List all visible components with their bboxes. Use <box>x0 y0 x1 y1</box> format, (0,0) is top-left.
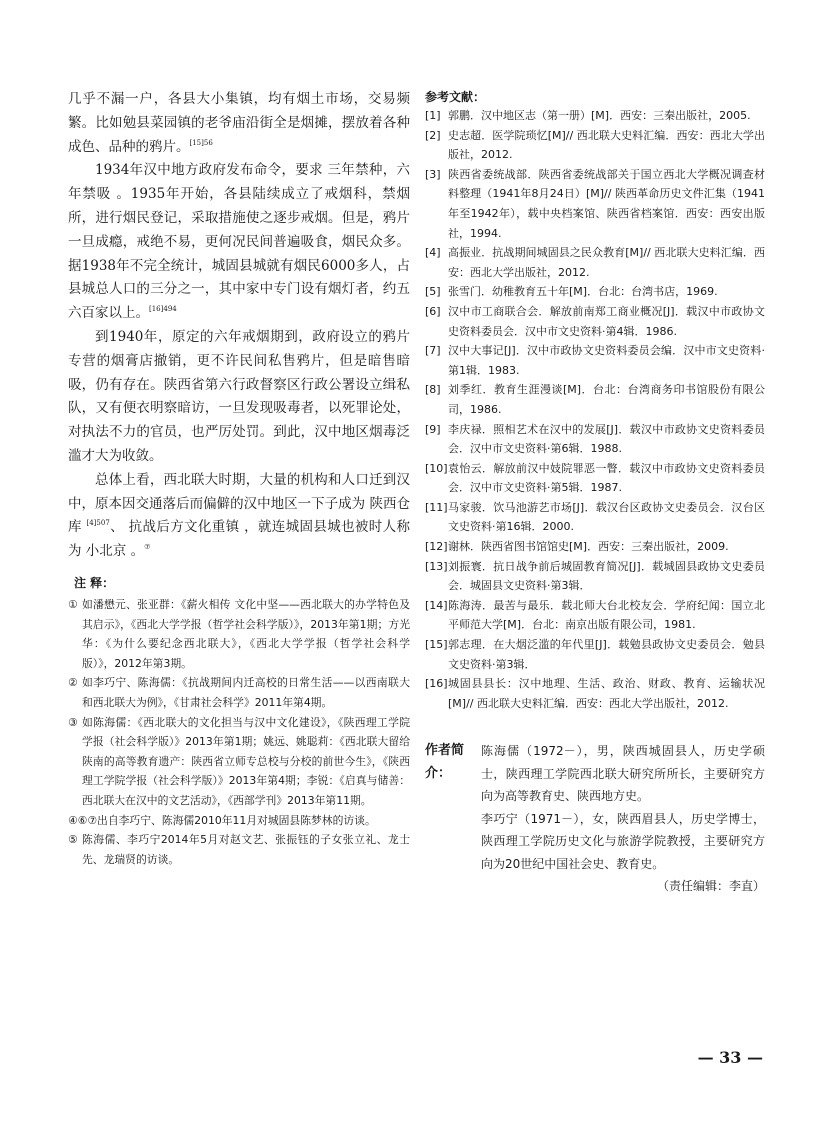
references-section <box>425 88 765 713</box>
reference-text: 谢林．陕西省图书馆馆史[M]．西安：三秦出版社，2009. <box>448 540 729 554</box>
paragraph-text: 几乎不漏一户，各县大小集镇，均有烟土市场，交易频繁。比如勉县菜园镇的老爷庙沿街全是烟摊，摆放着各种成色、品种的鸦片。 <box>68 91 410 155</box>
paragraph-text: 、 抗战后方文化重镇 ，就连城固县城也被时人称为 小北京 。 <box>68 519 410 560</box>
reference-text: 张雪门．幼稚教育五十年[M]．台北：台湾书店，1969. <box>448 285 718 299</box>
author-info <box>425 740 765 897</box>
reference-number: [8] <box>425 383 441 397</box>
references-title: 参考文献： <box>425 90 486 104</box>
note-mark: ③ <box>68 715 78 729</box>
reference-number: [3] <box>425 167 441 181</box>
author-bio: 李巧宁（1971－），女，陕西眉县人，历史学博士，陕西理工学院历史文化与旅游学院教授，主要研究方向为20世纪中国社会史、教育史。 <box>481 811 765 871</box>
reference-item <box>425 380 765 419</box>
reference-item <box>425 557 765 596</box>
reference-number: [11] <box>425 500 448 514</box>
note-mark: ⑤ <box>68 833 78 847</box>
notes-list <box>68 595 410 869</box>
reference-item <box>425 165 765 243</box>
reference-item <box>425 420 765 459</box>
paragraph-text: 1934年汉中地方政府发布命令，要求 三年禁种，六年禁吸 。1935年开始，各县陆续成立了戒烟科，禁烟所，进行烟民登记，采取措施使之逐步戒烟。但是，鸦片一旦成瘾，戒绝不易，更何况民间普遍吸食，烟民众多。据1938年不完全统计，城固县城就有烟民6000多人，占县城总人口的三分之一，其中家中专门设有烟灯者，约五六百家以上。 <box>68 162 410 322</box>
citation: [15]56 <box>189 138 213 147</box>
reference-number: [5] <box>425 285 441 299</box>
citation: [16]494 <box>149 305 177 314</box>
note-mark: ② <box>68 676 78 690</box>
reference-text: 刘振寰．抗日战争前后城固教育简况[J]．载城固县政协文史委员会．城固县文史资料·第3辑． <box>448 559 765 593</box>
reference-item <box>425 302 765 341</box>
reference-text: 李庆禄．照相艺术在汉中的发展[J]．载汉中市政协文史资料委员会．汉中市文史资料·第6辑．1988. <box>448 422 765 456</box>
note-text: 如陈海儒：《西北联大的文化担当与汉中文化建设》，《陕西理工学院学报（社会科学版）》2013年第1期；姚远、姚聪莉：《西北联大留给陕南的高等教育遗产：陕西省立师专总校与分校的前世今生》，《陕西理工学院学报（社会科学版）》2013年第4期；李锐：《启真与储善：西北联大在汉中的文艺活动》，《西部学刊》2013年第11期。 <box>82 715 410 807</box>
reference-number: [15] <box>425 638 448 652</box>
reference-text: 汉中大事记[J]．汉中市政协文史资料委员会编．汉中市文史资料·第1辑．1983. <box>448 344 765 377</box>
paragraph-text: 到1940年，原定的六年戒烟期到，政府设立的鸦片专营的烟膏店撤销，更不许民间私售鸦片，但是暗售暗吸，仍有存在。陕西省第六行政督察区行政公署设立缉私队，又有便衣明察暗访，一旦发现吸毒者，以死罪论处，对执法不力的官员，也严厉处罚。到此，汉中地区烟毒泛滥才大为收敛。 <box>68 328 410 464</box>
note-item <box>68 830 410 869</box>
author-bio: 陈海儒（1972－），男，陕西城固县人，历史学硕士，陕西理工学院西北联大研究所所长，主要研究方向为高等教育史、陕西地方史。 <box>481 744 765 803</box>
reference-item <box>425 341 765 380</box>
reference-number: [9] <box>425 422 441 436</box>
references-list <box>425 106 765 713</box>
paragraph <box>68 326 410 469</box>
reference-text: 城固县县长：汉中地理、生活、政治、财政、教育、运输状况[M]// 西北联大史料汇编．西安：西北大学出版社，2012. <box>448 677 765 710</box>
reference-item <box>425 674 765 713</box>
note-mark: ④⑥⑦ <box>68 813 98 827</box>
reference-number: [1] <box>425 109 441 122</box>
note-mark: ① <box>68 598 78 611</box>
paragraph <box>68 88 410 159</box>
reference-text: 陕西省委统战部．陕西省委统战部关于国立西北大学概况调查材料整理（1941年8月24日）[M]// 陕西革命历史文件汇集（1941年至1942年），载中央档案馆、陕西省档案馆．西安：西安出版社，1994. <box>448 167 765 240</box>
reference-number: [2] <box>425 128 441 142</box>
reference-number: [12] <box>425 540 448 554</box>
note-text: 出自李巧宁、陈海儒2010年11月对城固县陈梦林的访谈。 <box>97 813 376 827</box>
reference-text: 史志超．医学院琐忆[M]// 西北联大史料汇编．西安：西北大学出版社，2012. <box>448 128 765 162</box>
author-label: 作者简介： <box>425 743 465 781</box>
body-text <box>68 88 410 564</box>
reference-item <box>425 106 765 126</box>
note-item <box>68 713 410 811</box>
reference-item <box>425 126 765 165</box>
reference-number: [16] <box>425 677 448 691</box>
paragraph <box>68 469 410 564</box>
note-text: 如李巧宁、陈海儒：《抗战期间内迁高校的日常生活——以西南联大和西北联大为例》，《甘肃社会科学》2011年第4期。 <box>82 676 410 709</box>
citation: [4]507 <box>86 519 110 528</box>
reference-number: [7] <box>425 344 441 358</box>
footnote-mark: ⑦ <box>144 543 151 552</box>
reference-text: 郭志理．在大烟泛滥的年代里[J]．载勉县政协文史委员会．勉县文史资料·第3辑． <box>448 638 765 671</box>
reference-item <box>425 635 765 674</box>
notes-section <box>68 574 410 869</box>
reference-number: [6] <box>425 304 441 318</box>
notes-title: 注 释： <box>74 576 115 590</box>
reference-text: 刘季红．教育生涯漫谈[M]．台北：台湾商务印书馆股份有限公司，1986. <box>448 383 765 416</box>
reference-text: 郭鹏．汉中地区志（第一册）[M]．西安：三秦出版社，2005. <box>448 109 751 122</box>
note-text: 如潘懋元、张亚群：《薪火相传 文化中坚——西北联大的办学特色及其启示》，《西北大学学报（哲学社会科学版）》，2013年第1期；方光华：《为什么要纪念西北联大》，《西北大学学报（哲学社会科学版）》，2012年第3期。 <box>82 598 410 670</box>
reference-item <box>425 459 765 498</box>
note-text: 陈海儒、李巧宁2014年5月对赵文艺、张振钰的子女张立礼、龙士先、龙瑞贤的访谈。 <box>82 833 410 866</box>
editor-credit: （责任编辑：李直） <box>656 879 765 893</box>
reference-number: [13] <box>425 559 448 573</box>
paragraph <box>68 159 410 326</box>
reference-item <box>425 282 765 302</box>
reference-text: 汉中市工商联合会．解放前南郑工商业概况[J]．载汉中市政协文史资料委员会．汉中市文史资料·第4辑．1986. <box>448 304 765 338</box>
reference-item <box>425 498 765 537</box>
reference-text: 陈海涛．最苦与最乐．载北师大台北校友会．学府纪闻：国立北平师范大学[M]．台北：南京出版有限公司，1981. <box>448 598 765 632</box>
paragraph-text: 总体上看，西北联大时期，大量的机构和人口迁到汉中，原本因交通落后而偏僻的汉中地区一下子成为 陕西仓库 <box>68 471 410 536</box>
reference-item <box>425 596 765 635</box>
note-item <box>68 811 410 831</box>
reference-item <box>425 243 765 282</box>
reference-text: 袁怡云．解放前汉中妓院罪恶一瞥．载汉中市政协文史资料委员会．汉中市文史资料·第5辑．1987. <box>448 461 765 495</box>
note-item <box>68 595 410 673</box>
reference-text: 高振业．抗战期间城固县之民众教育[M]// 西北联大史料汇编．西安：西北大学出版社，2012. <box>448 246 765 279</box>
note-item <box>68 673 410 712</box>
reference-item <box>425 537 765 557</box>
reference-number: [10] <box>425 461 448 475</box>
reference-text: 马家骏．饮马池游艺市场[J]．载汉台区政协文史委员会．汉台区文史资料·第16辑．2000. <box>448 500 765 534</box>
reference-number: [4] <box>425 246 441 260</box>
page-number: — 33 — <box>697 1048 763 1067</box>
reference-number: [14] <box>425 598 448 612</box>
